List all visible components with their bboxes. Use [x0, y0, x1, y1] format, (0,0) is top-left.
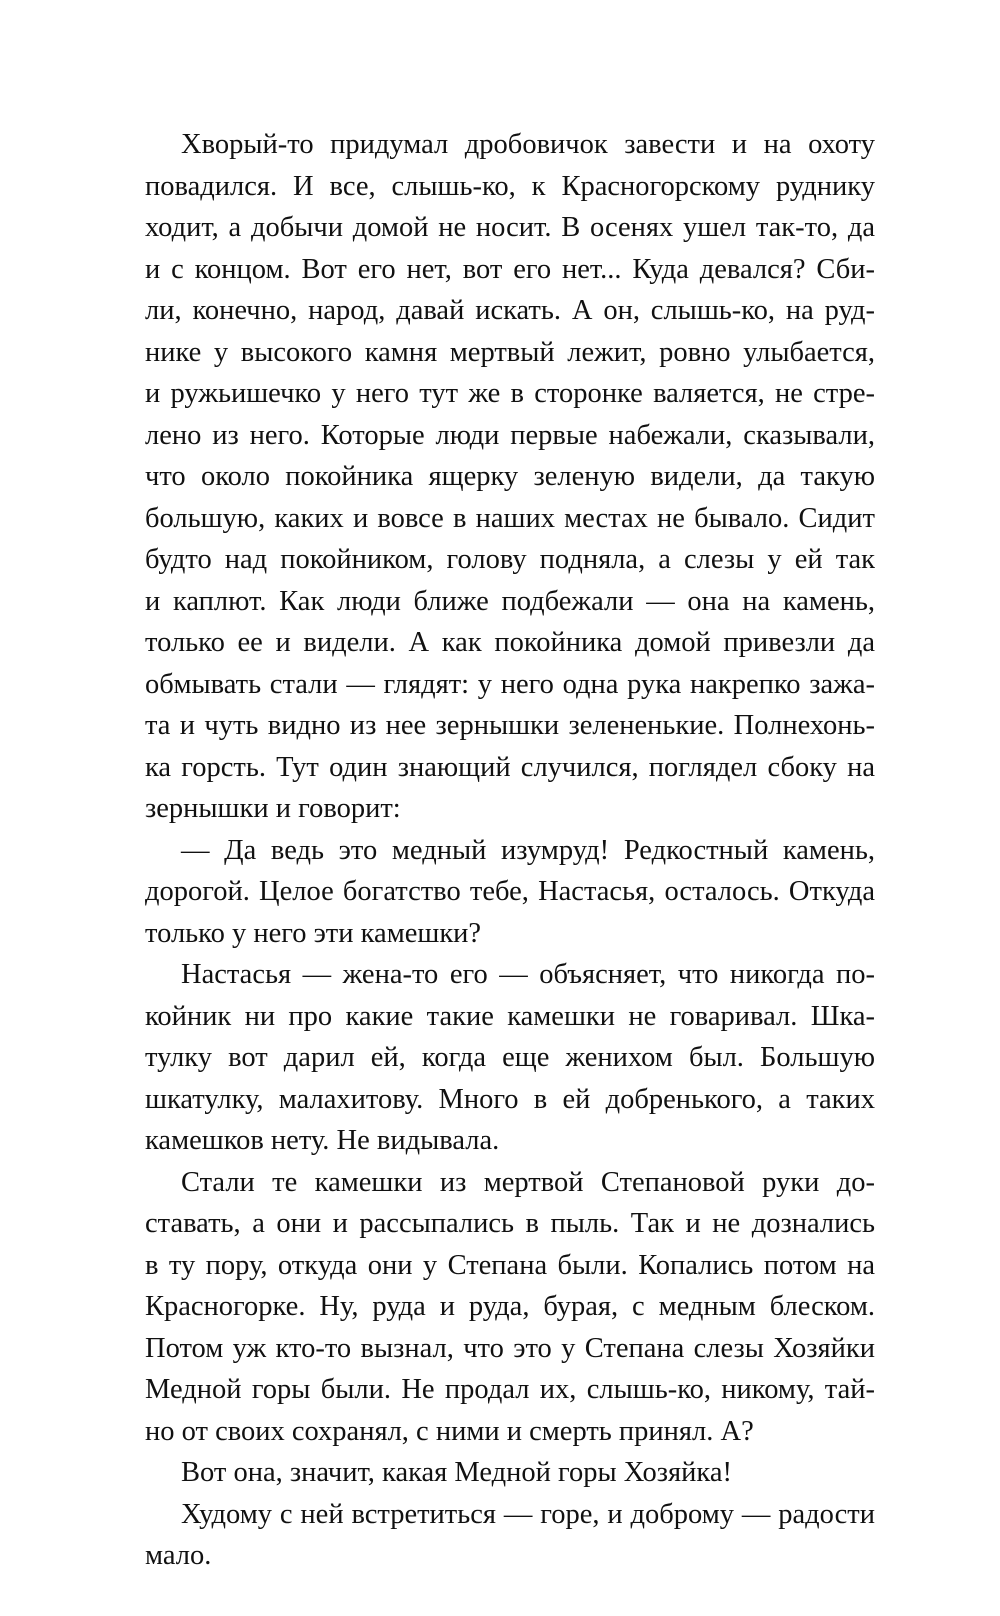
text-line: та и чуть видно из нее зернышки зелененькие. Полнехонь-: [145, 710, 875, 741]
text-line: ли, конечно, народ, давай искать. А он, слышь-ко, на руд-: [145, 295, 875, 326]
text-line: ставать, а они и рассыпались в пыль. Так и не дознались: [145, 1208, 875, 1239]
text-line: Потом уж кто-то вызнал, что это у Степана слезы Хозяйки: [145, 1332, 875, 1364]
text-line: Худому с ней встретиться — горе, и доброму — радости: [181, 1498, 875, 1530]
text-line: что около покойника ящерку зеленую видели, да такую: [145, 461, 875, 492]
text-line: обмывать стали — глядят: у него одна рука накрепко зажа-: [145, 668, 875, 700]
text-line: мало.: [145, 1540, 212, 1571]
text-line: — Да ведь это медный изумруд! Редкостный камень,: [181, 834, 875, 866]
paragraph-2: [145, 830, 875, 955]
text-line: только у него эти камешки?: [145, 917, 482, 949]
text-line: и с концом. Вот его нет, вот его нет... Куда девался? Сби-: [145, 253, 875, 285]
text-line: лено из него. Которые люди первые набежали, сказывали,: [145, 419, 875, 451]
text-line: камешков нету. Не видывала.: [145, 1125, 500, 1156]
text-line: Медной горы были. Не продал их, слышь-ко, никому, тай-: [145, 1374, 875, 1405]
text-line: повадился. И все, слышь-ко, к Красногорскому руднику: [145, 170, 875, 202]
paragraph-6: [145, 1494, 875, 1577]
text-line: зернышки и говорит:: [145, 793, 401, 824]
text-line: только ее и видели. А как покойника домой привезли да: [145, 627, 875, 658]
text-line: ка горсть. Тут один знающий случился, поглядел сбоку на: [145, 751, 875, 783]
text-line: большую, каких и вовсе в наших местах не бывало. Сидит: [145, 502, 875, 534]
text-line: но от своих сохранял, с ними и смерть принял. А?: [145, 1415, 754, 1447]
text-line: Стали те камешки из мертвой Степановой руки до-: [181, 1166, 875, 1198]
page-text: [145, 124, 875, 1577]
text-line: Вот она, значит, какая Медной горы Хозяйка!: [181, 1457, 732, 1488]
text-line: будто над покойником, голову подняла, а слезы у ей так: [145, 544, 875, 575]
text-line: Хворый-то придумал дробовичок завести и на охоту: [181, 129, 875, 160]
text-line: тулку вот дарил ей, когда еще женихом был. Большую: [145, 1042, 875, 1073]
paragraph-1: [145, 124, 875, 830]
text-line: и ружьишечко у него тут же в сторонке валяется, не стре-: [145, 378, 875, 409]
text-line: койник ни про какие такие камешки не говаривал. Шка-: [145, 1000, 875, 1032]
text-line: Красногорке. Ну, руда и руда, бурая, с медным блеском.: [145, 1291, 875, 1322]
text-line: и каплют. Как люди ближе подбежали — она на камень,: [145, 585, 875, 617]
paragraph-5: [145, 1452, 875, 1494]
paragraph-3: [145, 954, 875, 1162]
text-line: нике у высокого камня мертвый лежит, ровно улыбается,: [145, 336, 875, 368]
paragraph-4: [145, 1162, 875, 1453]
text-line: дорогой. Целое богатство тебе, Настасья, осталось. Откуда: [145, 876, 875, 907]
text-line: шкатулку, малахитову. Много в ей добренького, а таких: [145, 1083, 875, 1115]
text-line: Настасья — жена-то его — объясняет, что никогда по-: [181, 959, 875, 990]
text-line: ходит, а добычи домой не носит. В осенях ушел так-то, да: [145, 212, 875, 243]
text-line: в ту пору, откуда они у Степана были. Копались потом на: [145, 1249, 875, 1281]
